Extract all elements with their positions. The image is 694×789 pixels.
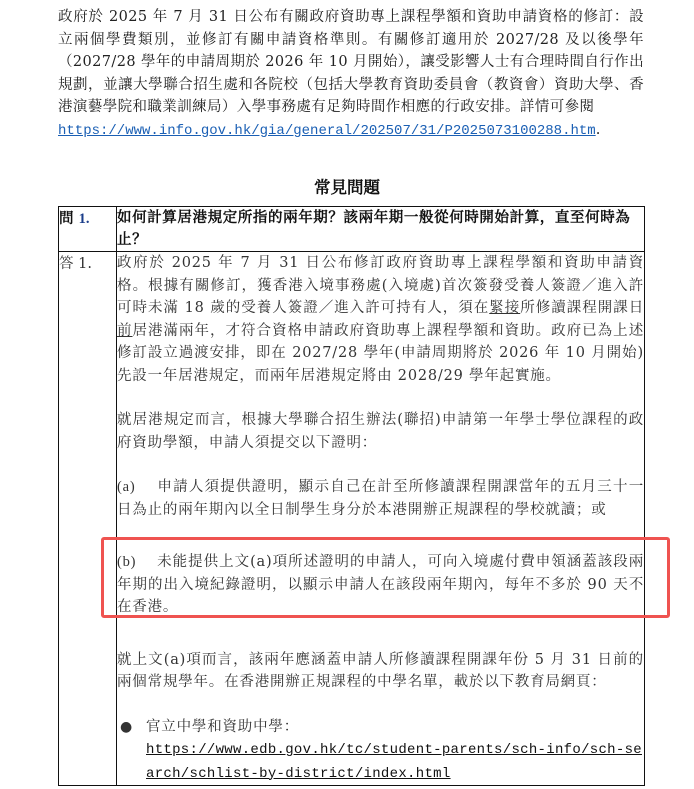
intro-text: 政府於 2025 年 7 月 31 日公布有關政府資助專上課程學額和資助申請資格的修訂：設立兩個學費類別，並修訂有關申請資格準則。有關修訂適用於 2027/28 及以後學年（2027/28 學年的申請周期於 2026 年 10 月開始），讓受影響人士有合理時間自行作出規劃，並讓大學聯合招生處和各院校（包括大學教育資助委員會（教資會）資助大學、香港演藝學院和職業訓練局）入學事務處有足夠時間作相應的行政安排。詳情可參閱 bbox=[58, 9, 644, 115]
page-title: 常見問題 bbox=[314, 178, 380, 197]
underlined-term-immediately: 緊接 bbox=[489, 300, 521, 316]
question-number: 1. bbox=[78, 211, 90, 227]
item-b-marker: (b) bbox=[117, 554, 137, 570]
answer-item-a bbox=[117, 476, 644, 521]
answer-paragraph-2: 就居港規定而言，根據大學聯合招生辦法(聯招)申請第一年學士學位課程的政府資助學額，申請人須提交以下證明： bbox=[117, 412, 644, 451]
question-label-text: 問 bbox=[59, 211, 74, 227]
answer-body bbox=[117, 252, 645, 786]
answer-paragraph-3: 就上文(a)項而言，該兩年應涵蓋申請人所修讀課程開課年份 5 月 31 日前的兩個常規學年。在香港開辦正規課程的中學名單，載於以下教育局網頁： bbox=[117, 651, 644, 690]
intro-paragraph bbox=[58, 6, 644, 142]
answer-paragraph-1 bbox=[117, 252, 644, 387]
edb-school-list-link[interactable]: https://www.edb.gov.hk/tc/student-parents/sch-info/sch-search/schlist-by-district/index.html bbox=[146, 742, 642, 782]
school-list-bullet bbox=[117, 716, 644, 786]
question-label bbox=[59, 207, 117, 252]
press-release-link[interactable]: https://www.info.gov.hk/gia/general/202507/31/P2025073100288.htm bbox=[58, 122, 596, 139]
answer-text: 所修讀課程開課日 bbox=[520, 300, 645, 316]
underlined-term-before: 前 bbox=[117, 322, 133, 339]
item-a-text: 申請人須提供證明，顯示自己在計至所修讀課程開課當年的五月三十一日為止的兩年期內以全日制學生身分於本港開辦正規課程的學校就讀；或 bbox=[117, 479, 644, 518]
bullet-icon: ● bbox=[120, 718, 134, 735]
bullet-label: 官立中學和資助中學： bbox=[146, 718, 299, 735]
item-a-marker: (a) bbox=[117, 479, 136, 495]
item-b-text: 未能提供上文(a)項所述證明的申請人，可向入境處付費申領涵蓋該段兩年期的出入境紀錄證明，以顯示申請人在該段兩年期內，每年不多於 90 天不在香港。 bbox=[117, 554, 644, 615]
faq-question-row bbox=[59, 207, 645, 252]
answer-text: 政府於 2025 年 7 月 31 日公布修訂政府資助專上課程學額和資助申請資格。根據有關修訂，獲香港入境事務處(入境處)首次簽發受養人簽證／進入許可時未滿 18 歲的受養人簽證／進入許可持有人，須在 bbox=[117, 255, 644, 316]
answer-text: 居港滿兩年，才符合資格申請政府資助專上課程學額和資助。政府已為上述修訂設立過渡安排，即在 2027/28 學年(申請周期將於 2026 年 10 月開始)先設一年居港規定，而兩年居港規定將由 2028/29 學年起實施。 bbox=[117, 322, 644, 384]
faq-table bbox=[58, 206, 645, 786]
answer-label: 答 1. bbox=[59, 252, 117, 786]
intro-link-suffix: . bbox=[595, 121, 601, 138]
question-text: 如何計算居港規定所指的兩年期？該兩年期一般從何時開始計算，直至何時為止？ bbox=[117, 207, 645, 252]
faq-answer-row bbox=[59, 252, 645, 786]
answer-item-b bbox=[117, 551, 644, 619]
